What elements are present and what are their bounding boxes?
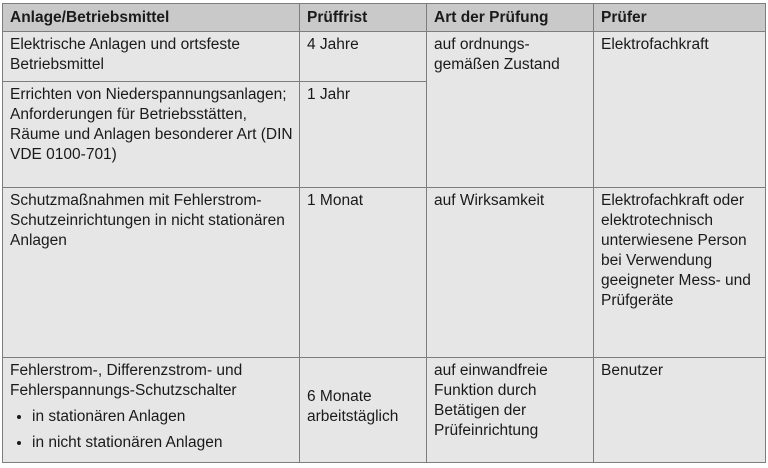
cell-anlage (3, 358, 300, 463)
bullet-item: • in stationären Anlagen (32, 407, 293, 427)
cell-pruefer: Benutzer (594, 358, 766, 463)
cell-frist: 1 Monat (300, 188, 427, 358)
inspection-table (2, 3, 766, 463)
table-header-row (3, 4, 766, 32)
cell-frist: 1 Jahr (300, 82, 427, 188)
table-row (3, 32, 766, 82)
cell-pruefer: Elektrofachkraft (594, 32, 766, 188)
bullet-list (10, 407, 293, 453)
bullet-item: • in nicht stationären Anlagen (32, 433, 293, 453)
header-pruefer: Prüfer (594, 4, 766, 32)
cell-art: auf Wirksamkeit (427, 188, 594, 358)
cell-frist-a: 6 Monate (307, 388, 372, 405)
cell-anlage: Errichten von Niederspannungsanlagen; Anforderungen für Betriebsstätten, Räume und Anlagen besonderer Art (DIN VDE 0100-701) (3, 82, 300, 188)
header-prueffrist: Prüffrist (300, 4, 427, 32)
header-art: Art der Prüfung (427, 4, 594, 32)
cell-art: auf einwandfreie Funktion durch Betätigen der Prüfeinrichtung (427, 358, 594, 463)
table-row (3, 188, 766, 358)
cell-frist (300, 358, 427, 463)
cell-anlage: Schutzmaßnahmen mit Fehlerstrom-Schutzeinrichtungen in nicht stationären Anlagen (3, 188, 300, 358)
cell-pruefer: Elektrofachkraft oder elektrotechnisch unterwiesene Person bei Verwendung geeigneter Mess- und Prüfgeräte (594, 188, 766, 358)
cell-anlage: Elektrische Anlagen und ortsfeste Betriebsmittel (3, 32, 300, 82)
cell-frist: 4 Jahre (300, 32, 427, 82)
cell-anlage-text: Fehlerstrom-, Differenzstrom- und Fehlerspannungs-Schutzschalter (10, 362, 243, 399)
table-row (3, 358, 766, 463)
cell-frist-b: arbeitstäglich (307, 408, 399, 425)
header-anlage: Anlage/Betriebsmittel (3, 4, 300, 32)
cell-art: auf ordnungs-gemäßen Zustand (427, 32, 594, 188)
